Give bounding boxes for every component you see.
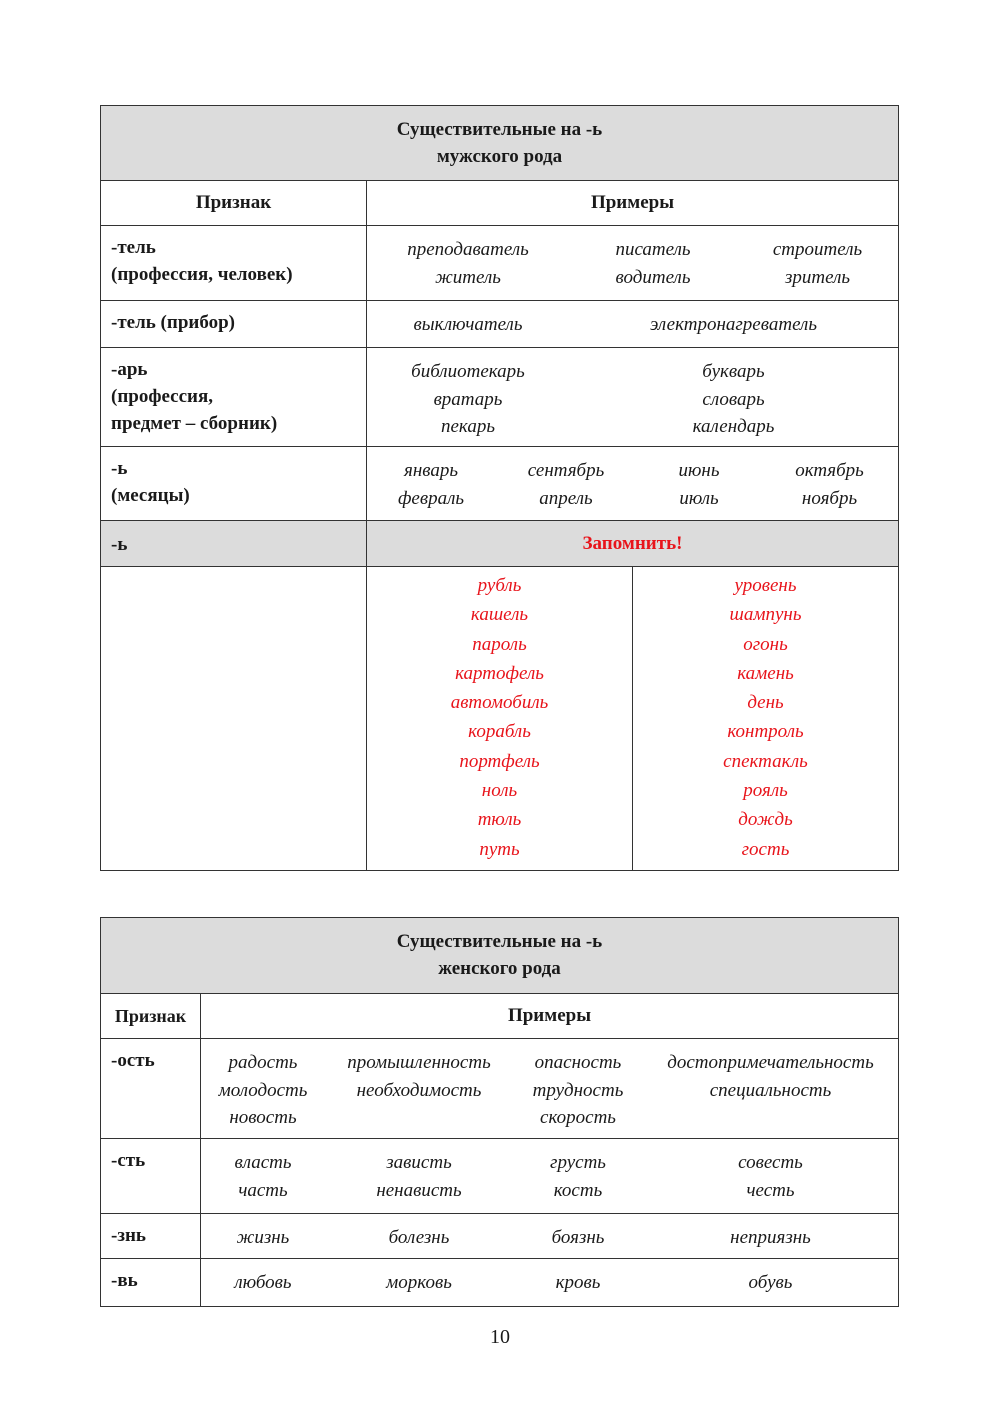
sign-cell [101, 1259, 201, 1307]
examples-cell [367, 348, 899, 447]
example-word: строитель [772, 239, 863, 260]
examples-cell [201, 1039, 899, 1139]
example-word: честь [746, 1179, 795, 1201]
examples-column [761, 457, 898, 512]
example-word: специальность [709, 1079, 832, 1101]
example-word: февраль [397, 487, 465, 509]
example-word: житель [435, 266, 501, 288]
sign-line: -тель [111, 237, 156, 258]
table-row [101, 301, 899, 348]
masculine-nouns-table [100, 105, 899, 871]
sign-line: (профессия, человек) [111, 264, 293, 285]
example-word: октябрь [795, 460, 864, 481]
table-row [101, 1139, 899, 1214]
table-row [101, 1259, 899, 1307]
examples-grid [201, 1139, 898, 1204]
sign-line: -сть [111, 1150, 146, 1171]
table-title-row [101, 918, 899, 994]
examples-column [643, 1269, 898, 1297]
example-word: январь [403, 460, 459, 481]
example-word: неприязнь [730, 1227, 811, 1248]
example-word: необходимость [356, 1079, 482, 1101]
examples-column [569, 236, 737, 291]
feminine-nouns-table [100, 917, 899, 1307]
remember-word: дождь [738, 809, 793, 831]
example-word: достопримечательность [667, 1052, 874, 1073]
remember-word: гость [741, 838, 790, 860]
examples-column [513, 1269, 643, 1297]
remember-word: ноль [481, 780, 518, 802]
example-word: писатель [615, 239, 691, 260]
examples-column [201, 1224, 325, 1252]
example-word: июль [679, 487, 719, 509]
examples-cell [201, 1214, 899, 1259]
table-title [101, 918, 899, 994]
sign-line: -ь [111, 458, 128, 479]
examples-cell [367, 226, 899, 301]
empty-cell [101, 567, 367, 871]
remember-word: шампунь [729, 604, 802, 626]
sign-line: -знь [111, 1225, 146, 1246]
column-header-sign: Признак [101, 994, 201, 1039]
examples-column [513, 1049, 643, 1132]
sign-cell [101, 348, 367, 447]
example-word: грусть [550, 1152, 606, 1173]
example-word: радость [228, 1052, 298, 1073]
example-word: ноябрь [801, 487, 858, 509]
examples-column [643, 1149, 898, 1204]
sign-line: -ость [111, 1050, 155, 1071]
examples-column [325, 1269, 513, 1297]
sign-line: -тель (прибор) [111, 312, 235, 333]
sign-cell [101, 301, 367, 348]
example-word: библиотекарь [411, 361, 525, 382]
examples-grid [201, 1039, 898, 1132]
examples-column [737, 236, 898, 291]
examples-grid [367, 447, 898, 512]
examples-grid [201, 1214, 898, 1252]
examples-column [569, 311, 898, 339]
title-line: Существительные на -ь [396, 931, 603, 952]
example-word: болезнь [388, 1227, 450, 1248]
examples-column [495, 457, 637, 512]
title-line: женского рода [438, 958, 561, 979]
remember-word: день [747, 692, 784, 714]
example-word: букварь [702, 361, 765, 382]
example-word: опасность [534, 1052, 622, 1073]
examples-grid [367, 301, 898, 339]
examples-column [367, 236, 569, 291]
examples-column [201, 1049, 325, 1132]
examples-cell [201, 1259, 899, 1307]
remember-label: Запомнить! [367, 521, 899, 567]
example-word: боязнь [551, 1227, 605, 1248]
remember-word: рубль [477, 575, 522, 596]
examples-column [325, 1224, 513, 1252]
remember-sign: -ь [101, 521, 367, 567]
table-row [101, 1039, 899, 1139]
remember-word: огонь [743, 633, 788, 655]
table-row [101, 348, 899, 447]
column-header-examples: Примеры [367, 181, 899, 226]
remember-word: картофель [455, 662, 544, 684]
sign-cell [101, 226, 367, 301]
sign-cell [101, 1139, 201, 1214]
example-word: водитель [615, 266, 691, 288]
remember-word: автомобиль [450, 692, 549, 714]
table-row [101, 447, 899, 521]
example-word: промышленность [347, 1052, 491, 1073]
examples-grid [201, 1259, 898, 1297]
remember-word: кашель [470, 604, 529, 626]
examples-column [367, 311, 569, 339]
example-word: кость [553, 1179, 603, 1201]
examples-grid [367, 226, 898, 291]
title-line: Существительные на -ь [396, 119, 603, 140]
sign-cell [101, 447, 367, 521]
sign-line: (месяцы) [111, 485, 190, 506]
remember-word: камень [737, 662, 794, 684]
remember-word: уровень [734, 575, 797, 596]
examples-column [367, 457, 495, 512]
table-row [101, 226, 899, 301]
examples-cell [201, 1139, 899, 1214]
sign-cell [101, 1039, 201, 1139]
example-word: совесть [738, 1152, 803, 1173]
page-number: 10 [490, 1326, 510, 1348]
remember-row [101, 521, 899, 567]
remember-word: тюль [477, 809, 522, 831]
example-word: июнь [678, 460, 720, 481]
examples-column [201, 1269, 325, 1297]
examples-column [513, 1149, 643, 1204]
remember-words-row [101, 567, 899, 871]
sign-line: -арь [111, 359, 148, 380]
column-header-sign: Признак [101, 181, 367, 226]
example-word: апрель [539, 487, 593, 509]
example-word: электронагреватель [650, 314, 817, 335]
column-header-row [101, 994, 899, 1039]
examples-column [201, 1149, 325, 1204]
remember-word: рояль [743, 780, 788, 802]
examples-cell [367, 447, 899, 521]
examples-column [325, 1149, 513, 1204]
remember-word: корабль [468, 721, 531, 743]
sign-cell [101, 1214, 201, 1259]
examples-column [325, 1049, 513, 1132]
sign-line: (профессия, [111, 386, 213, 407]
example-word: обувь [748, 1272, 793, 1293]
table-row [101, 1214, 899, 1259]
example-word: трудность [532, 1079, 624, 1101]
sign-line: -вь [111, 1270, 138, 1291]
title-line: мужского рода [436, 146, 563, 167]
sign-line: предмет – сборник) [111, 413, 278, 434]
example-word: календарь [692, 416, 775, 437]
example-word: скорость [540, 1107, 616, 1128]
example-word: новость [229, 1107, 297, 1128]
example-word: выключатель [413, 314, 523, 335]
examples-column [637, 457, 761, 512]
example-word: ненависть [376, 1179, 462, 1201]
example-word: преподаватель [407, 239, 529, 260]
remember-word: контроль [727, 721, 804, 743]
example-word: пекарь [441, 416, 495, 437]
example-word: словарь [702, 388, 765, 410]
remember-word: пароль [472, 633, 527, 655]
remember-word: спектакль [723, 750, 808, 772]
example-word: кровь [555, 1272, 601, 1293]
examples-column [513, 1224, 643, 1252]
remember-word: портфель [459, 750, 540, 772]
examples-column [569, 358, 898, 441]
example-word: морковь [386, 1272, 452, 1293]
remember-column-left [367, 567, 633, 871]
example-word: власть [234, 1152, 292, 1173]
table-title [101, 106, 899, 181]
column-header-row [101, 181, 899, 226]
examples-column [643, 1224, 898, 1252]
example-word: часть [238, 1179, 288, 1201]
example-word: зритель [784, 266, 851, 288]
remember-word: путь [479, 838, 520, 860]
example-word: зависть [386, 1152, 452, 1173]
example-word: жизнь [236, 1227, 290, 1248]
examples-column [643, 1049, 898, 1132]
examples-cell [367, 301, 899, 348]
column-header-examples: Примеры [201, 994, 899, 1039]
example-word: любовь [234, 1272, 292, 1293]
remember-column-right [633, 567, 899, 871]
example-word: молодость [218, 1079, 308, 1101]
examples-column [367, 358, 569, 441]
table-title-row [101, 106, 899, 181]
examples-grid [367, 348, 898, 441]
example-word: сентябрь [527, 460, 605, 481]
example-word: вратарь [433, 388, 503, 410]
